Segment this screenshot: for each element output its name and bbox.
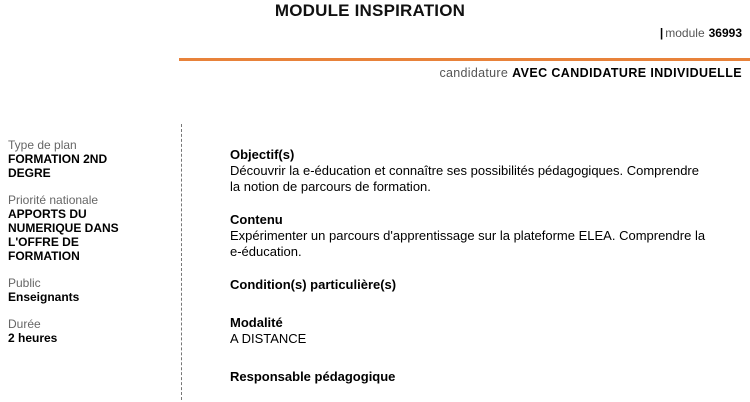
section-conditions — [230, 277, 750, 293]
main-content — [230, 147, 750, 402]
section-text: Découvrir la e-éducation et connaître ses possibilités pédagogiques. Comprendre — [230, 163, 699, 178]
section-text: Expérimenter un parcours d'apprentissage sur la plateforme ELEA. Comprendre la — [230, 228, 706, 243]
section-modalite — [230, 315, 750, 347]
section-responsable — [230, 369, 750, 385]
section-title: Condition(s) particulière(s) — [230, 277, 397, 292]
sidebar — [8, 138, 168, 358]
sidebar-item-label: Public — [8, 276, 41, 290]
module-label: module — [665, 26, 705, 40]
section-title: Modalité — [230, 315, 283, 330]
sidebar-item-type-de-plan — [8, 138, 168, 180]
sidebar-item-value: L'OFFRE DE — [8, 235, 79, 249]
sidebar-item-value: APPORTS DU — [8, 207, 87, 221]
module-reference — [660, 26, 742, 40]
sidebar-item-value: Enseignants — [8, 290, 80, 304]
sidebar-item-value: NUMERIQUE DANS — [8, 221, 119, 235]
module-separator: | — [659, 26, 664, 40]
sidebar-item-value: 2 heures — [8, 331, 58, 345]
sidebar-item-label: Type de plan — [8, 138, 77, 152]
header-divider — [179, 58, 750, 61]
section-text: e-éducation. — [230, 244, 302, 259]
section-title: Responsable pédagogique — [230, 369, 396, 384]
section-objectifs — [230, 147, 750, 195]
sidebar-item-value: DEGRE — [8, 166, 51, 180]
sidebar-item-value: FORMATION — [8, 249, 80, 263]
sidebar-item-value: FORMATION 2ND — [8, 152, 108, 166]
candidature-value: AVEC CANDIDATURE INDIVIDUELLE — [512, 66, 742, 80]
section-text: A DISTANCE — [230, 331, 307, 346]
section-text: la notion de parcours de formation. — [230, 179, 431, 194]
candidature-label: candidature — [439, 66, 509, 80]
sidebar-item-label: Durée — [8, 317, 41, 331]
candidature-line — [439, 66, 742, 80]
section-contenu — [230, 212, 750, 260]
column-divider — [181, 124, 182, 400]
section-title: Objectif(s) — [230, 147, 295, 162]
sidebar-item-label: Priorité nationale — [8, 193, 99, 207]
module-number: 36993 — [708, 26, 742, 40]
sidebar-item-priorite-nationale — [8, 193, 168, 263]
section-title: Contenu — [230, 212, 283, 227]
sidebar-item-public — [8, 276, 168, 304]
sidebar-item-duree — [8, 317, 168, 345]
page-title: MODULE INSPIRATION — [274, 1, 466, 20]
